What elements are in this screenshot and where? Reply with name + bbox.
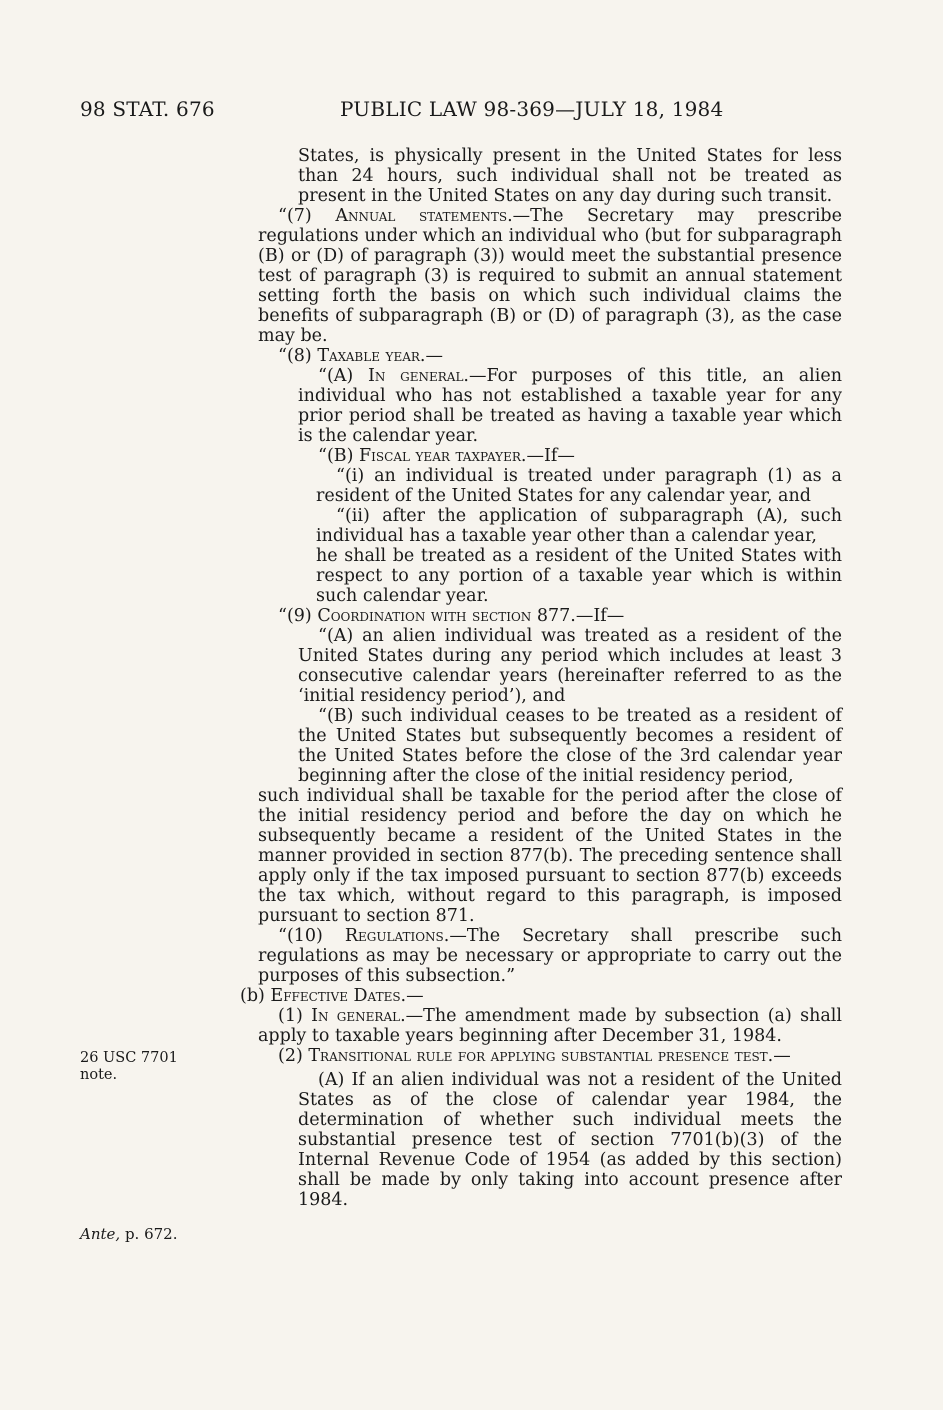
subsection-b-1-number: (1) [278,1006,312,1026]
page-title: PUBLIC LAW 98-369—JULY 18, 1984 [340,97,724,121]
paragraph-10-text: —The Secretary shall prescribe such regulations as may be necessary or appropriate to carry out the purposes of this subsection.” [258,926,842,986]
paragraph-7-heading: Annual statements. [335,206,513,226]
paragraph-10 [258,926,842,986]
paragraph-8-number: “(8) [278,346,318,366]
paragraph-9-heading: Coordination with section 877. [317,606,576,626]
paragraph-transit: States, is physically present in the United States for less than 24 hours, such individual shall not be treated as present in the United States on any day during such transit. [298,146,842,206]
paragraph-8-b-text: —If— [526,446,575,466]
subsection-b-2-heading: Transitional rule for applying substantial presence test. [308,1046,774,1066]
paragraph-8-b-i: “(i) an individual is treated under paragraph (1) as a resident of the United States for any calendar year, and [316,466,842,506]
paragraph-10-number: “(10) [278,926,345,946]
paragraph-8-a-text: —For purposes of this title, an alien individual who has not established a taxable year for any prior period shall be treated as having a taxable year which is the calendar year. [298,366,842,446]
page-reference: 98 STAT. 676 [80,97,215,121]
paragraph-8-a-number: “(A) [318,366,368,386]
margin-note-ante [80,1226,178,1243]
subsection-b [240,986,842,1006]
subsection-b-heading: Effective Dates. [270,986,407,1006]
subsection-b-2-dash: — [773,1046,791,1066]
paragraph-9-b: “(B) such individual ceases to be treated as a resident of the United States but subsequently becomes a resident of the United States before the close of the 3rd calendar year beginning after the close of the initial residency period, [298,706,842,786]
paragraph-8-b-ii: “(ii) after the application of subparagraph (A), such individual has a taxable year other than a calendar year, [316,506,842,546]
paragraph-8-dash: — [425,346,443,366]
margin-note-ante-word: Ante, [80,1225,121,1243]
paragraph-8-b [258,446,842,466]
statute-body [240,146,842,1210]
paragraph-9-text: —If— [575,606,625,626]
paragraph-8-b-heading: Fiscal year taxpayer. [359,446,527,466]
paragraph-9-a: “(A) an alien individual was treated as a resident of the United States during any period which includes at least 3 consecutive calendar years (hereinafter referred to as the ‘initial residency period’), and [298,626,842,706]
paragraph-10-heading: Regulations. [344,926,450,946]
margin-note-usc-citation: 26 USC 7701 [80,1050,178,1066]
margin-note-ante-page: p. 672. [124,1225,178,1243]
subsection-b-1 [258,1006,842,1046]
subsection-b-2-a: (A) If an alien individual was not a resident of the United States as of the close of calendar year 1984, the determination of whether such individual meets the substantial presence test of section 7701(b)(3) of the Internal Revenue Code of 1954 (as added by this section) shall be made by only taking into account presence after 1984. [298,1070,842,1210]
paragraph-7 [258,206,842,346]
subsection-b-1-heading: In general. [311,1006,406,1026]
paragraph-9-tail: such individual shall be taxable for the period after the close of the initial residency period and before the day on which he subsequently became a resident of the United States in the manner provided in section 877(b). The preceding sentence shall apply only if the tax imposed pursuant to section 877(b) exceeds the tax which, without regard to this paragraph, is imposed pursuant to section 871. [258,786,842,926]
paragraph-7-number: “(7) [278,206,336,226]
subsection-b-2-number: (2) [278,1046,309,1066]
paragraph-7-text: —The Secretary may prescribe regulations under which an individual who (but for subparagraph (B) or (D) of paragraph (3)) would meet the substantial presence test of paragraph (3) is required to submit an annual statement setting forth the basis on which such individual claims the benefits of subparagraph (B) or (D) of paragraph (3), as the case may be. [258,206,842,346]
paragraph-8-b-number: “(B) [318,446,360,466]
paragraph-8-a [258,366,842,446]
subsection-b-1-text: —The amendment made by subsection (a) shall apply to taxable years beginning after December 31, 1984. [258,1006,842,1046]
subsection-b-2 [258,1046,842,1066]
paragraph-8-heading: Taxable year. [317,346,426,366]
subsection-b-dash: — [406,986,424,1006]
subsection-b-letter: (b) [240,986,271,1006]
paragraph-8-a-heading: In general. [368,366,469,386]
paragraph-9 [258,606,842,626]
paragraph-9-number: “(9) [278,606,318,626]
paragraph-8 [258,346,842,366]
margin-note-usc [80,1050,178,1084]
paragraph-8-b-tail: he shall be treated as a resident of the United States with respect to any portion of a taxable year which is within such calendar year. [316,546,842,606]
margin-note-usc-note: note. [80,1067,118,1083]
